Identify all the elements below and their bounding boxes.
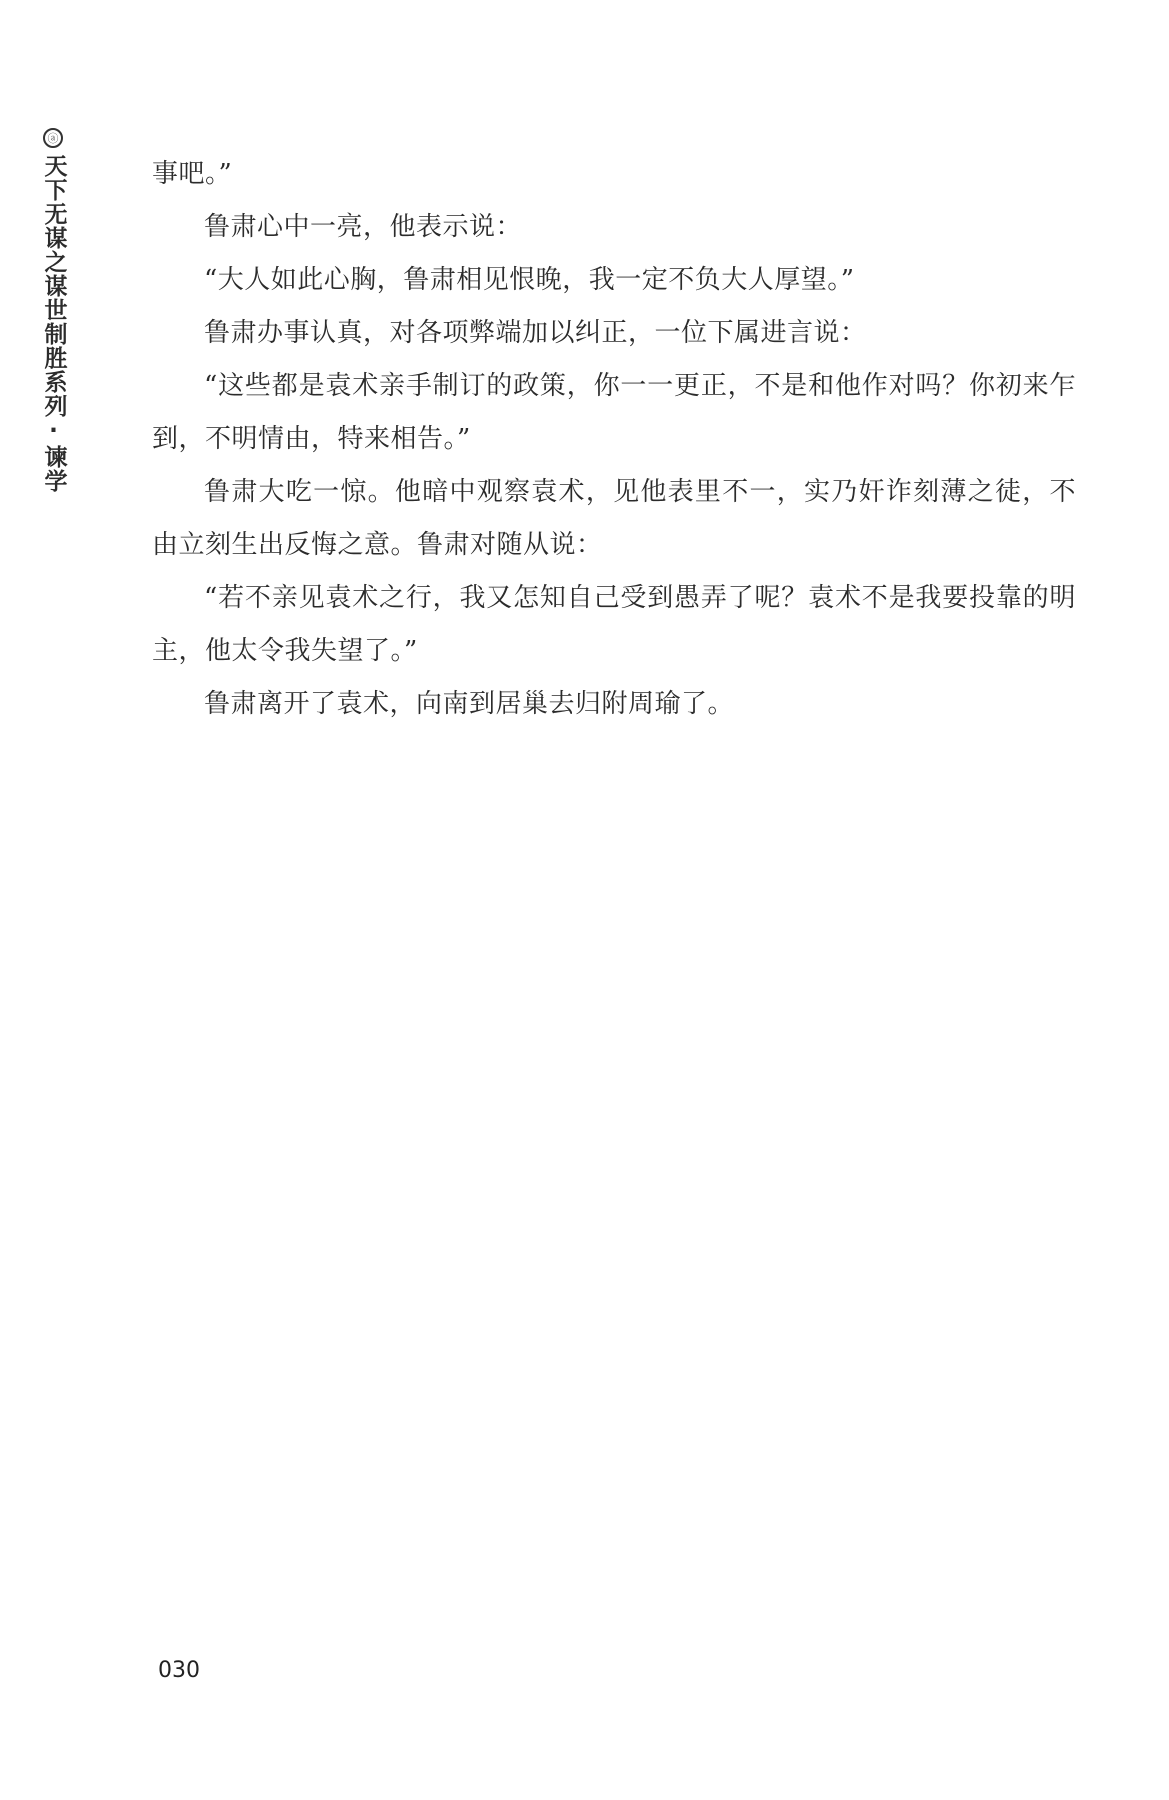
series-title: 天下无谋之谋世制胜系列·谏学	[40, 154, 67, 493]
paragraph: 鲁肃心中一亮，他表示说：	[204, 212, 523, 242]
paragraph: 鲁肃大吃一惊。他暗中观察袁术，见他表里不一，实乃奸诈刻薄之徒，不由立刻生出反悔之意。鲁肃对随从说：	[152, 477, 1076, 560]
paragraph: 事吧。”	[152, 159, 233, 189]
paragraph: 鲁肃办事认真，对各项弊端加以纠正，一位下属进言说：	[204, 318, 867, 348]
series-sidebar	[30, 128, 76, 493]
page-number: 030	[158, 1658, 200, 1683]
paragraph: “若不亲见袁术之行，我又怎知自己受到愚弄了呢？袁术不是我要投靠的明主，他太令我失望了。”	[152, 583, 1076, 666]
body-text	[152, 148, 1076, 731]
paragraph: 鲁肃离开了袁术，向南到居巢去归附周瑜了。	[204, 689, 735, 719]
paragraph: “这些都是袁术亲手制订的政策，你一一更正，不是和他作对吗？你初来乍到，不明情由，特来相告。”	[152, 371, 1076, 454]
paragraph: “大人如此心胸，鲁肃相见恨晚，我一定不负大人厚望。”	[204, 265, 855, 295]
series-logo-icon: ⓐ	[43, 128, 63, 148]
